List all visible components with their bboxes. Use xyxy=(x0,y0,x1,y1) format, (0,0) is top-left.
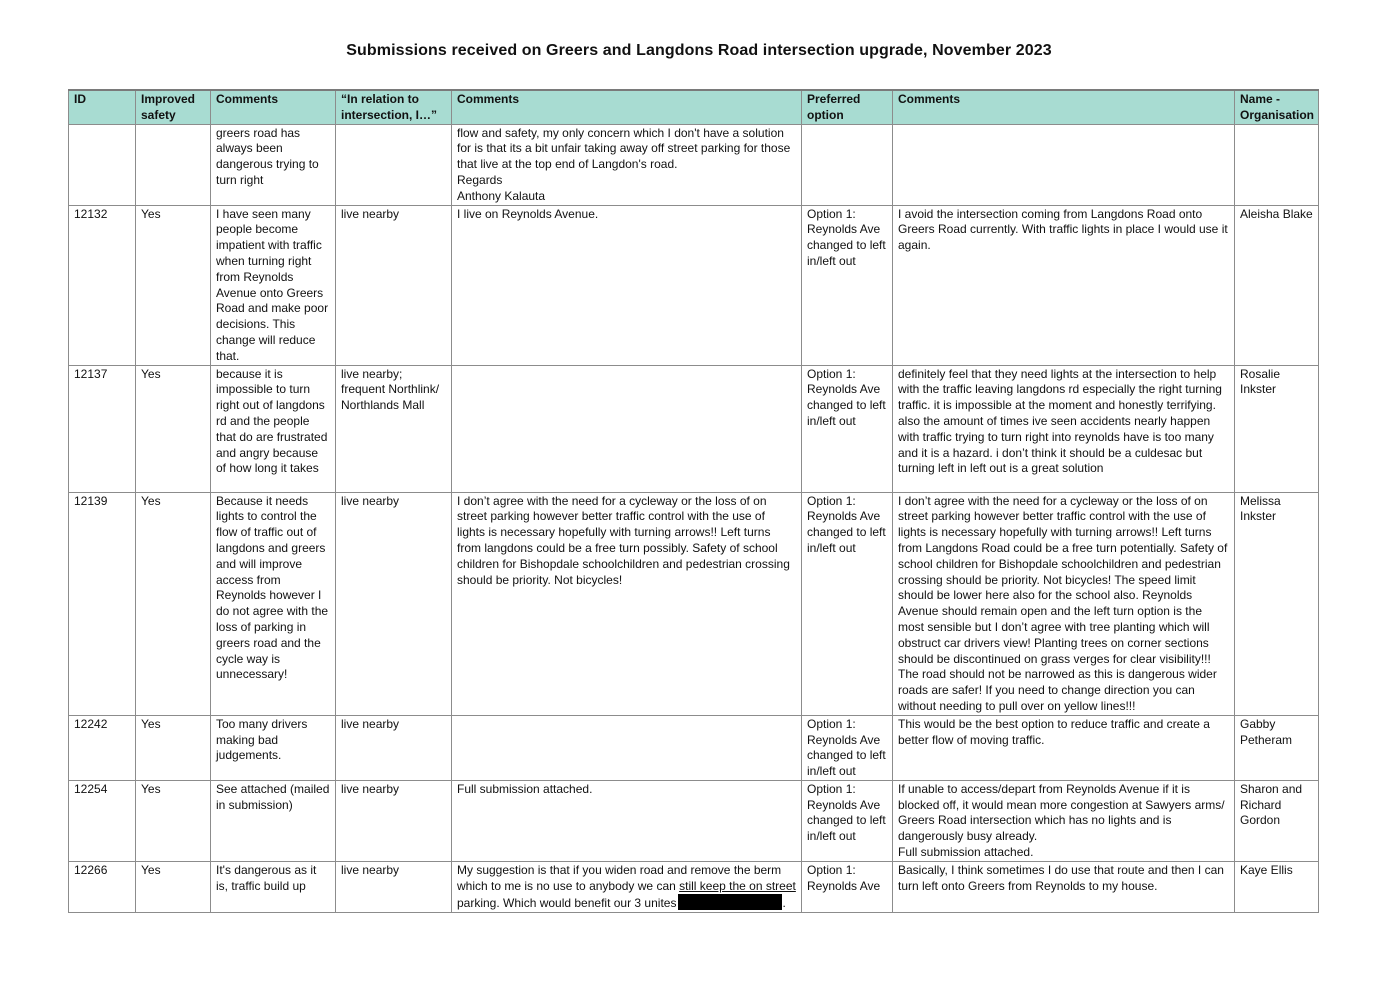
cell-comments xyxy=(452,365,802,492)
cell-comments: because it is impossible to turn right out of langdons rd and the people that do are frustrated and angry because of how long it takes xyxy=(211,365,336,492)
cell-comments xyxy=(452,715,802,780)
cell-preferred-option: Option 1: Reynolds Ave changed to left in/left out xyxy=(802,780,893,861)
table-row xyxy=(69,715,1319,780)
cell-improved-safety: Yes xyxy=(136,492,211,715)
cell-id xyxy=(69,124,136,205)
comment-text: . xyxy=(782,896,786,911)
cell-comments: It's dangerous as it is, traffic build up xyxy=(211,861,336,912)
cell-id: 12266 xyxy=(69,861,136,912)
table-row xyxy=(69,492,1319,715)
table-row xyxy=(69,365,1319,492)
cell-preferred-option: Option 1: Reynolds Ave changed to left in/left out xyxy=(802,492,893,715)
cell-name: Kaye Ellis xyxy=(1235,861,1319,912)
cell-name: Aleisha Blake xyxy=(1235,205,1319,365)
table-row xyxy=(69,205,1319,365)
cell-comments: I have seen many people become impatient with traffic when turning right from Reynolds Avenue onto Greers Road and make poor decisions. This change will reduce that. xyxy=(211,205,336,365)
cell-comments: I don’t agree with the need for a cycleway or the loss of on street parking however better traffic control with the use of lights is necessary hopefully with turning arrows!! Left turns from langdons could be a free turn possibly. Safety of school children for Bishopdale schoolchildren and pedestrian crossing should be priority. Not bicycles! xyxy=(452,492,802,715)
col-header-improved-safety: Improved safety xyxy=(136,90,211,124)
comment-text: My suggestion is that if you widen road and remove the berm which to me is no use to anybody we can xyxy=(457,862,782,893)
redaction-block xyxy=(678,894,782,910)
cell-id: 12137 xyxy=(69,365,136,492)
col-header-relation: “In relation to intersection, I…” xyxy=(336,90,452,124)
cell-comments xyxy=(893,124,1235,205)
cell-name: Sharon and Richard Gordon xyxy=(1235,780,1319,861)
cell-comments: Full submission attached. xyxy=(452,780,802,861)
col-header-id: ID xyxy=(69,90,136,124)
cell-id: 12254 xyxy=(69,780,136,861)
cell-comments: Basically, I think sometimes I do use that route and then I can turn left onto Greers from Reynolds to my house. xyxy=(893,861,1235,912)
table-row xyxy=(69,780,1319,861)
table-row xyxy=(69,124,1319,205)
cell-name: Melissa Inkster xyxy=(1235,492,1319,715)
cell-improved-safety: Yes xyxy=(136,715,211,780)
cell-improved-safety: Yes xyxy=(136,205,211,365)
cell-comments: I avoid the intersection coming from Langdons Road onto Greers Road currently. With traffic lights in place I would use it again. xyxy=(893,205,1235,365)
cell-comments: Because it needs lights to control the flow of traffic out of langdons and greers and will improve access from Reynolds however I do not agree with the loss of parking in greers road and the cycle way is unnecessary! xyxy=(211,492,336,715)
cell-comments: I don’t agree with the need for a cycleway or the loss of on street parking however better traffic control with the use of lights is necessary hopefully with turning arrows!! Left turns from Langdons Road could be a free turn potentially. Safety of school children for Bishopdale schoolchildren and pedestrian crossing should be priority. Not bicycles! The speed limit should be lower here also for the school also. Reynolds Avenue should remain open and the left turn option is the most sensible but I don’t agree with tree planting which will obstruct car drivers view! Planting trees on corner sections should be discontinued on grass verges for clear visibility!!! The road should not be narrowed as this is dangerous wider roads are safer! If you need to change direction you can without needing to pull over on yellow lines!!! xyxy=(893,492,1235,715)
cell-relation: live nearby xyxy=(336,861,452,912)
cell-improved-safety: Yes xyxy=(136,861,211,912)
cell-comments: If unable to access/depart from Reynolds Avenue if it is blocked off, it would mean more congestion at Sawyers arms/ Greers Road intersection which has no lights and is dangerously busy already. Full submission attached. xyxy=(893,780,1235,861)
cell-id: 12242 xyxy=(69,715,136,780)
cell-comments: flow and safety, my only concern which I don't have a solution for is that its a bit unfair taking away off street parking for those that live at the top end of Langdon's road. Regards Anthony Kalauta xyxy=(452,124,802,205)
cell-comments: definitely feel that they need lights at the intersection to help with the traffic leaving langdons rd especially the right turning traffic. it is impossible at the moment and honestly terrifying. also the amount of times ive seen accidents nearly happen with traffic trying to turn right into reynolds have is too many and it is a hazard. i don’t think it should be a culdesac but turning left in left out is a great solution xyxy=(893,365,1235,492)
col-header-comments: Comments xyxy=(211,90,336,124)
col-header-comments: Comments xyxy=(893,90,1235,124)
cell-relation: live nearby xyxy=(336,780,452,861)
cell-preferred-option: Option 1: Reynolds Ave changed to left in/left out xyxy=(802,205,893,365)
cell-comments: greers road has always been dangerous trying to turn right xyxy=(211,124,336,205)
header-row xyxy=(69,90,1319,124)
cell-relation: live nearby; frequent Northlink/ Northlands Mall xyxy=(336,365,452,492)
cell-relation: live nearby xyxy=(336,715,452,780)
cell-name xyxy=(1235,124,1319,205)
cell-name: Gabby Petheram xyxy=(1235,715,1319,780)
cell-comments: See attached (mailed in submission) xyxy=(211,780,336,861)
underlined-text: still keep the on street xyxy=(679,878,796,893)
cell-name: Rosalie Inkster xyxy=(1235,365,1319,492)
col-header-preferred-option: Preferred option xyxy=(802,90,893,124)
cell-comments: Too many drivers making bad judgements. xyxy=(211,715,336,780)
submissions-table xyxy=(68,89,1319,913)
cell-preferred-option: Option 1: Reynolds Ave changed to left in/left out xyxy=(802,365,893,492)
cell-relation: live nearby xyxy=(336,492,452,715)
cell-id: 12139 xyxy=(69,492,136,715)
cell-comments xyxy=(452,861,802,912)
table-row xyxy=(69,861,1319,912)
col-header-name-organisation: Name - Organisation xyxy=(1235,90,1319,124)
cell-relation: live nearby xyxy=(336,205,452,365)
cell-preferred-option xyxy=(802,124,893,205)
cell-improved-safety xyxy=(136,124,211,205)
comment-text: parking. Which would benefit our 3 unites xyxy=(457,896,677,911)
cell-improved-safety: Yes xyxy=(136,365,211,492)
col-header-comments: Comments xyxy=(452,90,802,124)
cell-comments: I live on Reynolds Avenue. xyxy=(452,205,802,365)
cell-comments: This would be the best option to reduce traffic and create a better flow of moving traffic. xyxy=(893,715,1235,780)
cell-relation xyxy=(336,124,452,205)
document-title: Submissions received on Greers and Langdons Road intersection upgrade, November 2023 xyxy=(346,42,1052,59)
cell-preferred-option: Option 1: Reynolds Ave changed to left in/left out xyxy=(802,715,893,780)
cell-id: 12132 xyxy=(69,205,136,365)
cell-improved-safety: Yes xyxy=(136,780,211,861)
cell-preferred-option: Option 1: Reynolds Ave xyxy=(802,861,893,912)
